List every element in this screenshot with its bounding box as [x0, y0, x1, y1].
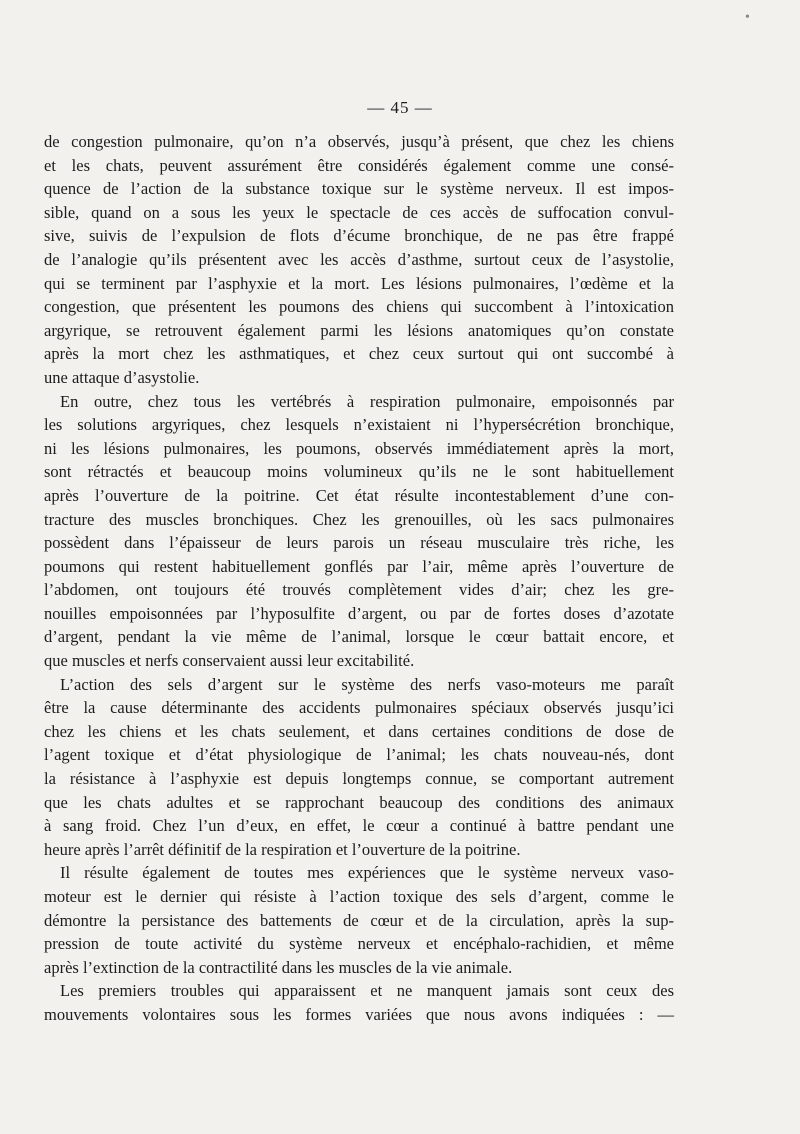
text-line: d’argent, pendant la vie même de l’animal, lorsque le cœur battait encore, et: [44, 627, 674, 647]
text-line: à sang froid. Chez l’un d’eux, en effet, le cœur a continué à battre pendant une: [44, 816, 674, 836]
text-line: poumons qui restent habituellement gonflés par l’air, même après l’ouverture de: [44, 556, 674, 576]
speck: •: [745, 10, 750, 25]
text-line: argyrique, se retrouvent également parmi les lésions anatomiques qu’on constate: [44, 320, 674, 340]
text-line: les solutions argyriques, chez lesquels n’existaient ni l’hypersécrétion bronchique,: [44, 415, 674, 435]
text-line: une attaque d’asystolie.: [44, 367, 200, 387]
text-line: moteur est le dernier qui résiste à l’action toxique des sels d’argent, comme le: [44, 887, 674, 906]
text-line: démontre la persistance des battements de cœur et de la circulation, après la sup-: [44, 910, 674, 930]
text-line: nouilles empoisonnées par l’hyposulfite d’argent, ou par de fortes doses d’azotate: [44, 603, 674, 623]
text-line: congestion, que présentent les poumons des chiens qui succombent à l’intoxication: [44, 297, 674, 317]
text-line: Il résulte également de toutes mes expériences que le système nerveux vaso-: [60, 863, 674, 883]
text-line: quence de l’action de la substance toxique sur le système nerveux. Il est impos-: [44, 179, 674, 199]
text-line: de congestion pulmonaire, qu’on n’a observés, jusqu’à présent, que chez les chiens: [44, 132, 674, 151]
text-line: et les chats, peuvent assurément être considérés également comme une consé-: [44, 155, 674, 175]
text-line: En outre, chez tous les vertébrés à respiration pulmonaire, empoisonnés par: [60, 391, 674, 411]
text-line: que les chats adultes et se rapprochant beaucoup des conditions des animaux: [44, 792, 674, 812]
text-line: ni les lésions pulmonaires, les poumons, observés immédiatement après la mort,: [44, 438, 674, 458]
page-number: — 45 —: [367, 98, 433, 117]
text-line: que muscles et nerfs conservaient aussi leur excitabilité.: [44, 651, 415, 671]
text-line: être la cause déterminante des accidents pulmonaires spéciaux observés jusqu’ici: [44, 698, 674, 718]
text-line: après la mort chez les asthmatiques, et chez ceux surtout qui ont succombé à: [44, 344, 674, 364]
text-line: qui se terminent par l’asphyxie et la mort. Les lésions pulmonaires, l’œdème et la: [44, 273, 674, 293]
text-line: L’action des sels d’argent sur le système des nerfs vaso-moteurs me paraît: [60, 674, 674, 694]
body-text: [44, 130, 674, 1027]
text-line: mouvements volontaires sous les formes variées que nous avons indiquées : —: [44, 1004, 674, 1024]
text-line: l’agent toxique et d’état physiologique de l’animal; les chats nouveau-nés, dont: [44, 745, 674, 765]
text-line: possèdent dans l’épaisseur de leurs parois un réseau musculaire très riche, les: [44, 533, 674, 553]
text-line: l’abdomen, ont toujours été trouvés complètement vides d’air; chez les gre-: [44, 580, 674, 600]
text-line: chez les chiens et les chats seulement, et dans certaines conditions de dose de: [44, 721, 674, 741]
text-line: tracture des muscles bronchiques. Chez les grenouilles, où les sacs pulmonaires: [44, 509, 674, 529]
text-line: sive, suivis de l’expulsion de flots d’écume bronchique, de ne pas être frappé: [44, 226, 674, 246]
text-line: après l’ouverture de la poitrine. Cet état résulte incontestablement d’une con-: [44, 485, 674, 505]
text-line: sont rétractés et beaucoup moins volumineux qu’ils ne le sont habituellement: [44, 462, 674, 482]
text-line: heure après l’arrêt définitif de la respiration et l’ouverture de la poitrine.: [44, 839, 521, 859]
text-line: pression de toute activité du système nerveux et encéphalo-rachidien, et même: [44, 934, 674, 954]
text-line: Les premiers troubles qui apparaissent et ne manquent jamais sont ceux des: [60, 981, 674, 1001]
text-line: sible, quand on a sous les yeux le spectacle de ces accès de suffocation convul-: [44, 202, 674, 222]
text-line: la résistance à l’asphyxie est depuis longtemps connue, se comportant autrement: [44, 769, 674, 789]
text-line: de l’analogie qu’ils présentent avec les accès d’asthme, surtout ceux de l’asystolie,: [44, 249, 674, 269]
text-line: après l’extinction de la contractilité dans les muscles de la vie animale.: [44, 957, 513, 977]
